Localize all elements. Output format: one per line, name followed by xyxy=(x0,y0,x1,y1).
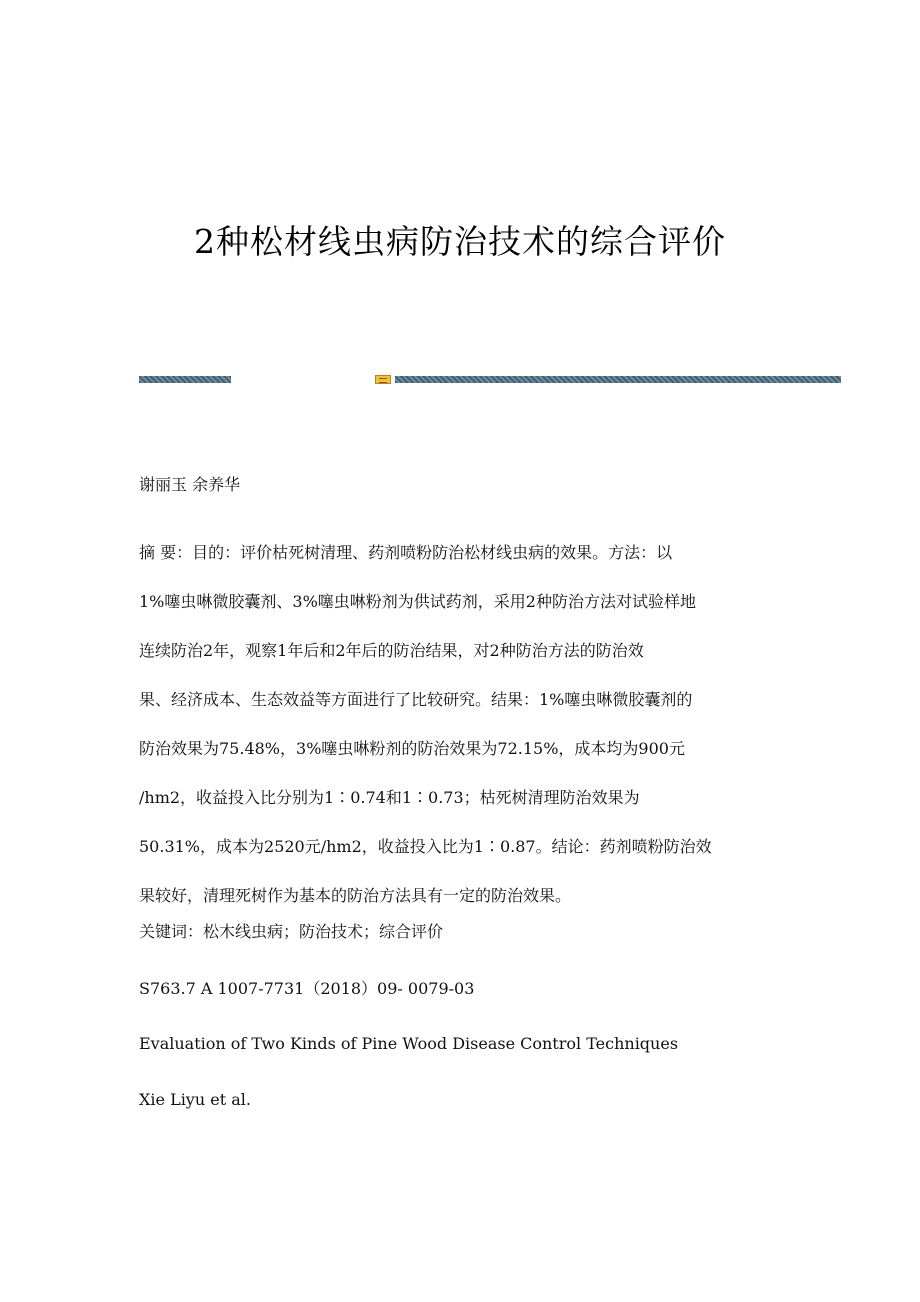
abstract-line: 摘 要：目的：评价枯死树清理、药剂喷粉防治松材线虫病的效果。方法：以 xyxy=(139,543,673,562)
english-title: Evaluation of Two Kinds of Pine Wood Disease Control Techniques xyxy=(139,1034,679,1053)
abstract-line: 50.31%，成本为2520元/hm2，收益投入比为1∶0.87。结论：药剂喷粉防治效 xyxy=(139,837,712,856)
authors: 谢丽玉 余养华 xyxy=(139,475,241,494)
divider-bar-right xyxy=(395,376,841,383)
abstract-line: 果、经济成本、生态效益等方面进行了比较研究。结果：1%噻虫啉微胶囊剂的 xyxy=(139,690,693,709)
abstract-line: 防治效果为75.48%，3%噻虫啉粉剂的防治效果为72.15%，成本均为900元 xyxy=(139,739,685,758)
abstract-line: 1%噻虫啉微胶囊剂、3%噻虫啉粉剂为供试药剂，采用2种防治方法对试验样地 xyxy=(139,592,696,611)
abstract-line: /hm2，收益投入比分别为1∶0.74和1∶0.73；枯死树清理防治效果为 xyxy=(139,788,640,807)
abstract-line: 果较好，清理死树作为基本的防治方法具有一定的防治效果。 xyxy=(139,886,572,905)
abstract xyxy=(139,528,779,920)
divider-emblem-icon xyxy=(375,375,391,384)
abstract-line: 连续防治2年，观察1年后和2年后的防治结果，对2种防治方法的防治效 xyxy=(139,641,644,660)
classification-codes: S763.7 A 1007-7731（2018）09- 0079-03 xyxy=(139,979,475,998)
keywords: 关键词：松木线虫病；防治技术；综合评价 xyxy=(139,922,444,941)
divider-bar-left xyxy=(139,376,231,383)
document-title: 2种松材线虫病防治技术的综合评价 xyxy=(194,222,726,261)
english-authors: Xie Liyu et al. xyxy=(139,1090,251,1109)
title-divider xyxy=(139,375,841,385)
